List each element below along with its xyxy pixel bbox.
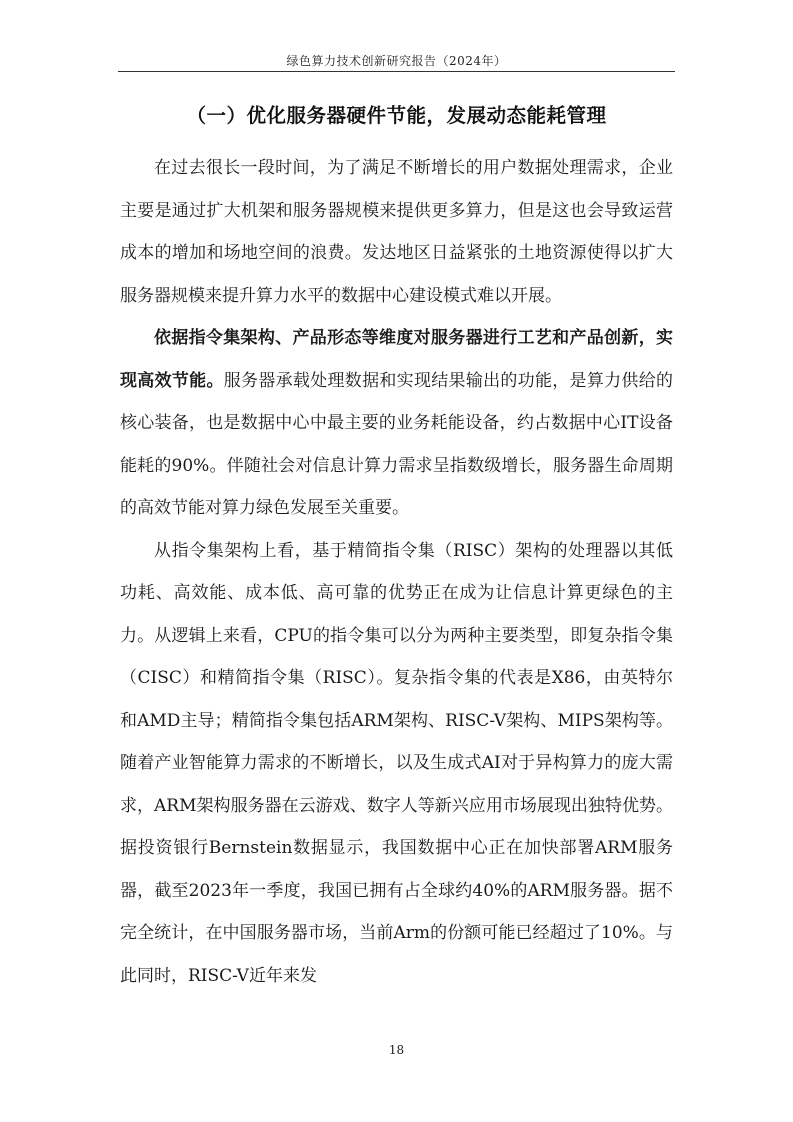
paragraph-2 [120,317,673,530]
section-heading: （一）优化服务器硬件节能，发展动态能耗管理 [186,104,607,127]
page-number: 18 [388,1043,405,1057]
body-text [120,147,673,997]
paragraph-2-lead-bold: 依据指令集架构、产品形态等维度对服务器进行工艺和产品创新，实现高效节能。 [120,328,673,391]
paragraph-2-text: 服务器承载处理数据和实现结果输出的功能，是算力供给的核心装备，也是数据中心中最主要的业务耗能设备，约占数据中心IT设备能耗的90%。伴随社会对信息计算力需求呈指数级增长，服务器生命周期的高效节能对算力绿色发展至关重要。 [120,370,674,518]
header-divider [118,71,675,72]
paragraph-3: 从指令集架构上看，基于精简指令集（RISC）架构的处理器以其低功耗、高效能、成本低、高可靠的优势正在成为让信息计算更绿色的主力。从逻辑上来看，CPU的指令集可以分为两种主要类型，即复杂指令集（CISC）和精简指令集（RISC）。复杂指令集的代表是X86，由英特尔和AMD主导；精简指令集包括ARM架构、RISC-V架构、MIPS架构等。随着产业智能算力需求的不断增长，以及生成式AI对于异构算力的庞大需求，ARM架构服务器在云游戏、数字人等新兴应用市场展现出独特优势。据投资银行Bernstein数据显示，我国数据中心正在加快部署ARM服务器，截至2023年一季度，我国已拥有占全球约40%的ARM服务器。据不完全统计，在中国服务器市场，当前Arm的份额可能已经超过了10%。与此同时，RISC-V近年来发 [120,540,673,986]
running-header: 绿色算力技术创新研究报告（2024年） [286,54,507,68]
paragraph-1: 在过去很长一段时间，为了满足不断增长的用户数据处理需求，企业主要是通过扩大机架和服务器规模来提供更多算力，但是这也会导致运营成本的增加和场地空间的浪费。发达地区日益紧张的土地资源使得以扩大服务器规模来提升算力水平的数据中心建设模式难以开展。 [120,158,673,306]
